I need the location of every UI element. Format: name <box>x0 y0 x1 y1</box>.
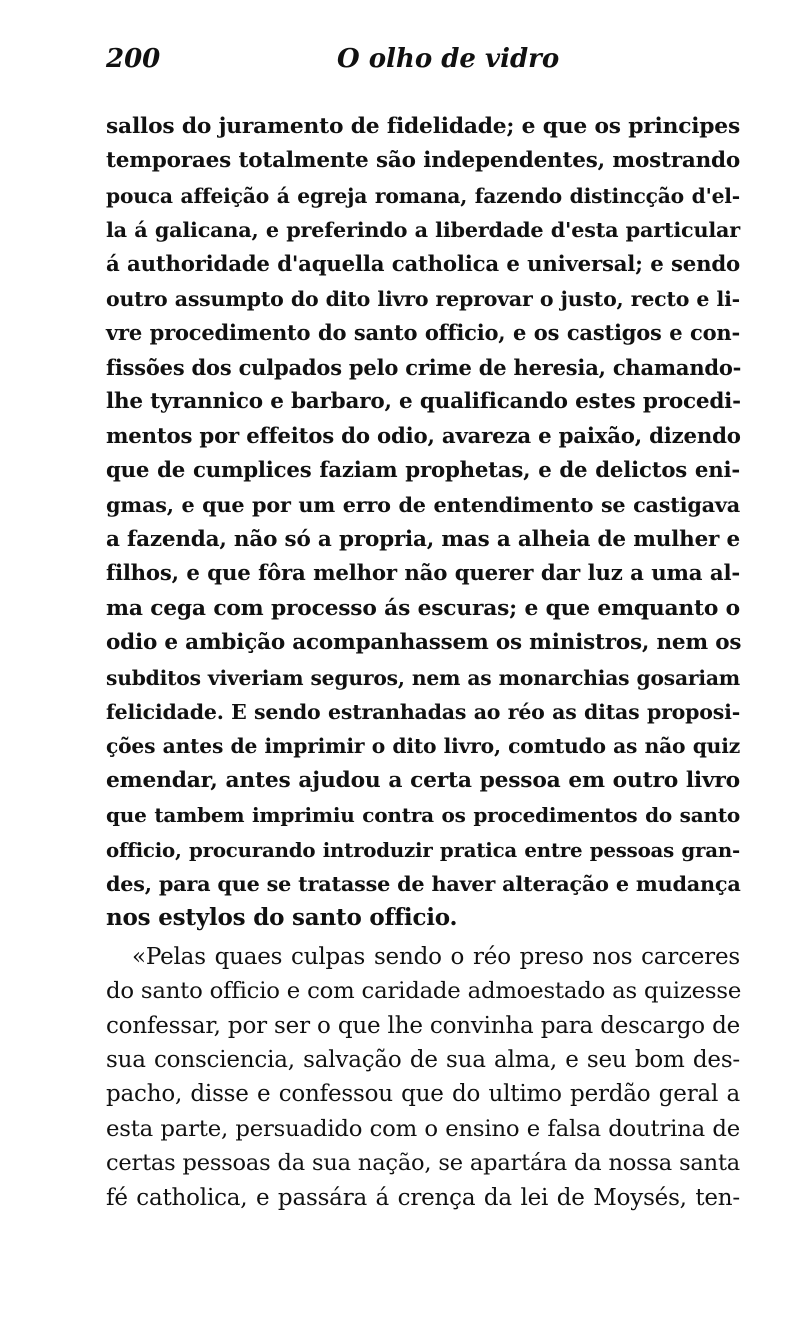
text-line: pouca affeição á egreja romana, fazendo distincção d'el- <box>106 183 740 208</box>
text-line: certas pessoas da sua nação, se apartára da nossa santa <box>106 1150 740 1177</box>
text-line: que de cumplices faziam prophetas, e de delictos eni- <box>106 458 740 484</box>
text-line: lhe tyrannico e barbaro, e qualificando estes procedi- <box>106 389 741 415</box>
paragraph-2 <box>106 940 740 1215</box>
body-text <box>106 110 740 1215</box>
text-line: sallos do juramento de fidelidade; e que os principes <box>106 114 740 139</box>
page-header <box>0 44 800 84</box>
text-line: la á galicana, e preferindo a liberdade d'esta particular <box>106 218 740 243</box>
text-line: subditos viveriam seguros, nem as monarchias gosariam <box>106 665 740 690</box>
text-line: confessar, por ser o que lhe convinha para descargo de <box>106 1012 740 1039</box>
text-line: que tambem imprimiu contra os procedimentos do santo <box>106 803 740 828</box>
page-number: 200 <box>106 44 161 74</box>
text-line: nos estylos do santo officio. <box>106 904 458 932</box>
text-line: officio, procurando introduzir pratica entre pessoas gran- <box>106 837 740 862</box>
text-line: sua consciencia, salvação de sua alma, e seu bom des- <box>106 1046 740 1073</box>
running-title: O olho de vidro <box>337 44 560 74</box>
text-line: ções antes de imprimir o dito livro, comtudo as não quiz <box>106 734 740 759</box>
text-line: a fazenda, não só a propria, mas a alheia de mulher e <box>106 526 740 552</box>
text-line: filhos, e que fôra melhor não querer dar luz a uma al- <box>106 561 740 587</box>
text-line: vre procedimento do santo officio, e os castigos e con- <box>106 320 740 346</box>
text-line: odio e ambição acompanhassem os ministros, nem os <box>106 630 742 656</box>
paragraph-1 <box>106 110 740 936</box>
text-line: emendar, antes ajudou a certa pessoa em outro livro <box>106 767 740 793</box>
text-line: outro assumpto do dito livro reprovar o justo, recto e li- <box>106 287 740 312</box>
text-line: pacho, disse e confessou que do ultimo perdão geral a <box>106 1081 740 1108</box>
text-line: temporaes totalmente são independentes, mostrando <box>106 148 740 174</box>
text-line: do santo officio e com caridade admoestado as quizesse <box>106 978 742 1005</box>
text-line: fissões dos culpados pelo crime de heresia, chamando- <box>106 354 742 380</box>
text-line: «Pelas quaes culpas sendo o réo preso nos carceres <box>132 943 740 970</box>
text-line: gmas, e que por um erro de entendimento se castigava <box>106 493 740 518</box>
text-line: á authoridade d'aquella catholica e universal; e sendo <box>106 251 740 277</box>
text-line: felicidade. E sendo estranhadas ao réo as ditas proposi- <box>106 699 740 724</box>
text-line: ma cega com processo ás escuras; e que emquanto o <box>106 595 740 621</box>
text-line: des, para que se tratasse de haver alteração e mudança <box>106 871 741 896</box>
text-line: mentos por effeitos do odio, avareza e paixão, dizendo <box>106 423 741 449</box>
text-line: fé catholica, e passára á crença da lei de Moysés, ten- <box>106 1184 740 1211</box>
text-line: esta parte, persuadido com o ensino e falsa doutrina de <box>106 1115 740 1142</box>
